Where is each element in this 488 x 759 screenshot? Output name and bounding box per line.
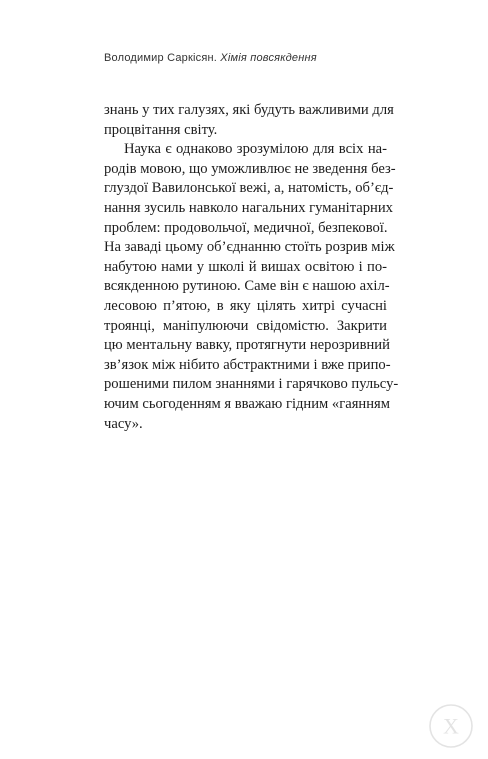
text-line: цю ментальну вавку, протягнути нерозривний: [104, 337, 390, 354]
text-line: Наука є однаково зрозумілою для всіх на-: [124, 141, 387, 158]
svg-text:X: X: [443, 713, 459, 739]
header-author: Володимир Саркісян.: [104, 52, 218, 64]
text-line: процвітання світу.: [104, 121, 218, 138]
paragraph-2: [104, 140, 399, 434]
text-line: лесовою п’ятою, в яку цілять хитрі сучасні: [104, 297, 387, 314]
text-line: проблем: продовольчої, медичної, безпекової.: [104, 219, 388, 236]
text-line: зв’язок між нібито абстрактними і вже припо-: [104, 356, 391, 373]
text-line: троянці, маніпулюючи свідомістю. Закрити: [104, 317, 387, 334]
text-line: глуздої Вавилонської вежі, а, натомість, об’єд-: [104, 180, 394, 197]
running-header: [104, 52, 317, 64]
text-line: всякденною рутиною. Саме він є нашою ахіл-: [104, 278, 390, 295]
text-line: рошеними пилом знаннями і гарячково пульсу-: [104, 376, 399, 393]
paragraph-1: [104, 101, 394, 140]
text-line: ючим сьогоденням я вважаю гідним «гаянням: [104, 395, 390, 412]
header-book-title: Хімія повсякдення: [220, 52, 317, 64]
text-line: нання зусиль навколо нагальних гуманітарних: [104, 199, 393, 216]
watermark-logo-icon: [428, 703, 474, 749]
text-line: На заваді цьому об’єднанню стоїть розрив між: [104, 239, 395, 256]
text-line: знань у тих галузях, які будуть важливими для: [104, 102, 394, 118]
body-text: [104, 101, 399, 434]
text-line: набутою нами у школі й вишах освітою і по-: [104, 258, 387, 275]
text-line: часу».: [104, 415, 143, 432]
text-line: родів мовою, що уможливлює не зведення без-: [104, 160, 396, 177]
